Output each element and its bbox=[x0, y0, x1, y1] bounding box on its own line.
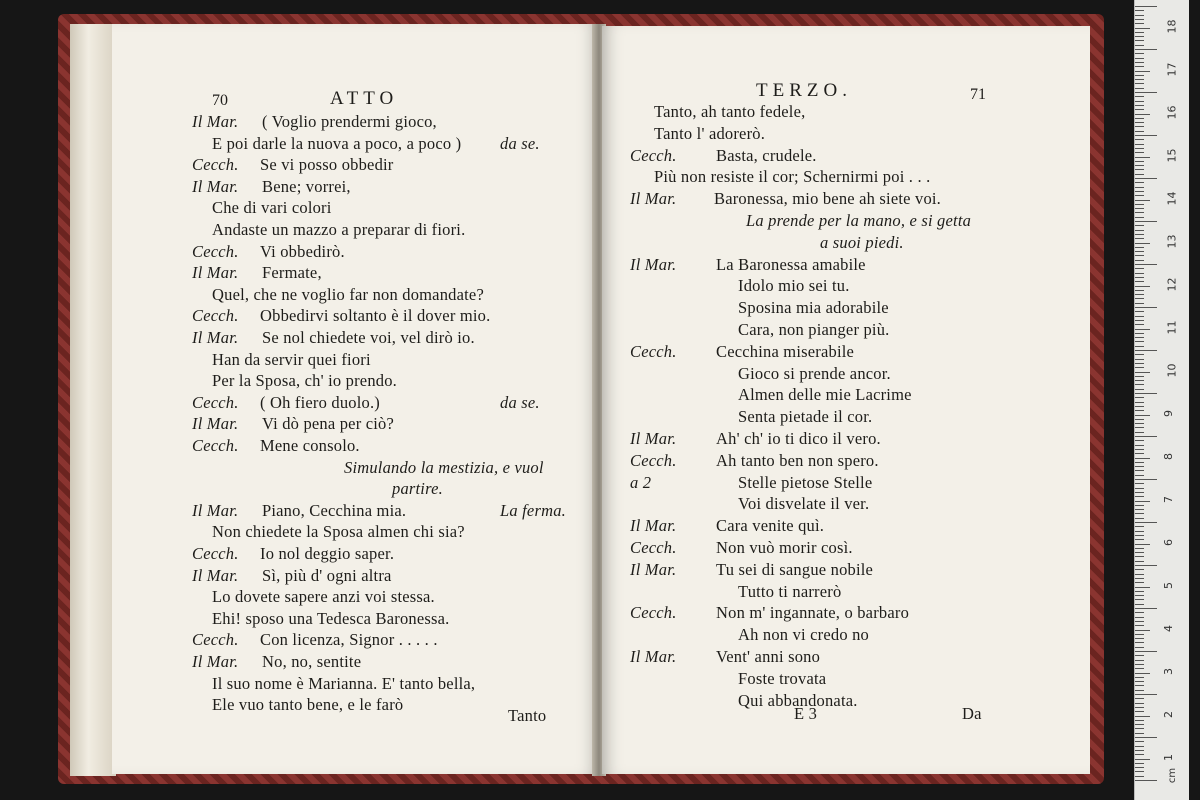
ruler-tick bbox=[1135, 152, 1144, 153]
right-page-number: 71 bbox=[970, 86, 986, 103]
speaker-label: Il Mar. bbox=[192, 652, 239, 671]
ruler-tick bbox=[1135, 462, 1144, 463]
verse-line: E poi darle la nuova a poco, a poco ) bbox=[212, 133, 462, 153]
ruler-tick bbox=[1135, 397, 1144, 398]
ruler-tick bbox=[1135, 376, 1144, 377]
ruler-tick bbox=[1135, 139, 1144, 140]
verse-line: Tanto l' adorerò. bbox=[654, 123, 766, 143]
ruler-tick bbox=[1135, 685, 1144, 686]
left-running-head: ATTO bbox=[330, 88, 399, 109]
measuring-ruler bbox=[1134, 0, 1189, 800]
ruler-tick bbox=[1135, 307, 1157, 308]
verse-line: Se vi posso obbedir bbox=[260, 155, 394, 175]
ruler-tick bbox=[1135, 513, 1144, 514]
ruler-tick bbox=[1135, 427, 1144, 428]
ruler-tick bbox=[1135, 96, 1144, 97]
verse-line: Bene; vorrei, bbox=[262, 176, 351, 196]
ruler-tick bbox=[1135, 440, 1144, 441]
ruler-tick bbox=[1135, 673, 1150, 674]
ruler-tick bbox=[1135, 324, 1144, 325]
ruler-tick bbox=[1135, 488, 1144, 489]
ruler-tick bbox=[1135, 182, 1144, 183]
ruler-tick bbox=[1135, 664, 1144, 665]
speaker-label: Il Mar. bbox=[192, 414, 239, 434]
verse-line: Foste trovata bbox=[738, 668, 827, 688]
ruler-tick bbox=[1135, 195, 1144, 196]
verse-line: Almen delle mie Lacrime bbox=[738, 385, 912, 405]
ruler-tick bbox=[1135, 711, 1144, 712]
verse-line: Tanto, ah tanto fedele, bbox=[654, 102, 806, 121]
ruler-tick bbox=[1135, 19, 1144, 20]
ruler-tick bbox=[1135, 698, 1144, 699]
ruler-tick bbox=[1135, 548, 1144, 549]
ruler-number: 15 bbox=[1165, 148, 1179, 162]
verse-line: Gioco si prende ancor. bbox=[738, 363, 891, 383]
verse-line: Vent' anni sono bbox=[716, 647, 821, 666]
verse-line: Obbedirvi soltanto è il dover mio. bbox=[260, 306, 491, 326]
ruler-tick bbox=[1135, 668, 1144, 669]
verse-line: Più non resiste il cor; Schernirmi poi . . . bbox=[654, 167, 931, 187]
ruler-tick bbox=[1135, 333, 1144, 334]
ruler-tick bbox=[1135, 290, 1144, 291]
speaker-label: Cecch. bbox=[192, 392, 239, 412]
ruler-tick bbox=[1135, 608, 1157, 609]
ruler-tick bbox=[1135, 165, 1144, 166]
verse-line: Lo dovete sapere anzi voi stessa. bbox=[212, 587, 435, 607]
ruler-tick bbox=[1135, 380, 1144, 381]
verse-line: Che di vari colori bbox=[212, 198, 332, 218]
ruler-tick bbox=[1135, 716, 1150, 717]
ruler-tick bbox=[1135, 617, 1144, 618]
ruler-tick bbox=[1135, 599, 1144, 600]
ruler-tick bbox=[1135, 277, 1144, 278]
ruler-tick bbox=[1135, 763, 1144, 764]
ruler-tick bbox=[1135, 225, 1144, 226]
ruler-tick bbox=[1135, 126, 1144, 127]
ruler-tick bbox=[1135, 561, 1144, 562]
ruler-tick bbox=[1135, 243, 1150, 244]
ruler-tick bbox=[1135, 415, 1150, 416]
verse-line: ( Voglio prendermi gioco, bbox=[262, 112, 437, 131]
ruler-tick bbox=[1135, 587, 1150, 588]
right-signature: E 3 bbox=[794, 704, 818, 723]
verse-line: Se nol chiedete voi, vel dirò io. bbox=[262, 328, 475, 347]
ruler-tick bbox=[1135, 372, 1150, 373]
stage-direction: da se. bbox=[500, 392, 540, 412]
ruler-tick bbox=[1135, 303, 1144, 304]
ruler-number: 12 bbox=[1165, 277, 1179, 291]
ruler-number: 13 bbox=[1165, 234, 1179, 248]
ruler-number: 4 bbox=[1162, 624, 1175, 632]
ruler-tick bbox=[1135, 346, 1144, 347]
ruler-tick bbox=[1135, 230, 1144, 231]
verse-line: Non m' ingannate, o barbaro bbox=[716, 603, 910, 623]
ruler-tick bbox=[1135, 402, 1144, 403]
speaker-label: Il Mar. bbox=[630, 429, 677, 448]
ruler-tick bbox=[1135, 690, 1144, 691]
verse-line: Con licenza, Signor . . . . . bbox=[260, 630, 438, 650]
ruler-tick bbox=[1135, 449, 1144, 450]
verse-line: Baronessa, mio bene ah siete voi. bbox=[714, 189, 941, 209]
verse-line: Mene consolo. bbox=[260, 436, 360, 455]
ruler-tick bbox=[1135, 10, 1144, 11]
ruler-tick bbox=[1135, 316, 1144, 317]
verse-line: Quel, che ne voglio far non domandate? bbox=[212, 284, 484, 304]
ruler-tick bbox=[1135, 187, 1144, 188]
verse-line: Ele vuo tanto bene, e le farò bbox=[212, 695, 404, 715]
ruler-tick bbox=[1135, 247, 1144, 248]
stage-direction: Simulando la mestizia, e vuol bbox=[344, 457, 544, 477]
ruler-tick bbox=[1135, 273, 1144, 274]
ruler-tick bbox=[1135, 389, 1144, 390]
ruler-tick bbox=[1135, 251, 1144, 252]
ruler-tick bbox=[1135, 40, 1144, 41]
speaker-label: Cecch. bbox=[630, 145, 677, 165]
ruler-tick bbox=[1135, 776, 1144, 777]
speaker-label: Il Mar. bbox=[192, 500, 239, 520]
ruler-tick bbox=[1135, 131, 1144, 132]
ruler-tick bbox=[1135, 647, 1144, 648]
ruler-number: 8 bbox=[1162, 452, 1175, 460]
ruler-tick bbox=[1135, 630, 1150, 631]
ruler-tick bbox=[1135, 169, 1144, 170]
ruler-tick bbox=[1135, 423, 1144, 424]
ruler-tick bbox=[1135, 694, 1157, 695]
verse-line: Basta, crudele. bbox=[716, 145, 817, 165]
ruler-tick bbox=[1135, 286, 1150, 287]
ruler-tick bbox=[1135, 479, 1157, 480]
ruler-tick bbox=[1135, 741, 1144, 742]
verse-line: Stelle pietose Stelle bbox=[738, 472, 873, 492]
ruler-tick bbox=[1135, 535, 1144, 536]
ruler-tick bbox=[1135, 703, 1144, 704]
ruler-tick bbox=[1135, 728, 1144, 729]
ruler-tick bbox=[1135, 217, 1144, 218]
ruler-tick bbox=[1135, 458, 1150, 459]
ruler-number: 16 bbox=[1165, 105, 1179, 119]
ruler-tick bbox=[1135, 264, 1157, 265]
right-page bbox=[602, 26, 1090, 774]
ruler-number: 5 bbox=[1162, 581, 1175, 589]
speaker-label: Cecch. bbox=[192, 436, 239, 455]
speaker-label: Il Mar. bbox=[630, 647, 677, 666]
ruler-tick bbox=[1135, 621, 1144, 622]
ruler-tick bbox=[1135, 268, 1144, 269]
ruler-tick bbox=[1135, 737, 1157, 738]
verse-line: Fermate, bbox=[262, 263, 322, 283]
stage-direction: La ferma. bbox=[500, 500, 566, 520]
speaker-label: Il Mar. bbox=[192, 263, 239, 283]
verse-line: Vi dò pena per ciò? bbox=[262, 414, 395, 434]
ruler-number: 3 bbox=[1162, 667, 1175, 675]
verse-line: Ah non vi credo no bbox=[738, 625, 869, 645]
ruler-tick bbox=[1135, 135, 1157, 136]
ruler-tick bbox=[1135, 565, 1157, 566]
right-catchword: Da bbox=[962, 704, 982, 723]
ruler-tick bbox=[1135, 23, 1144, 24]
ruler-tick bbox=[1135, 578, 1144, 579]
ruler-tick bbox=[1135, 604, 1144, 605]
ruler-tick bbox=[1135, 294, 1144, 295]
verse-line: No, no, sentite bbox=[262, 652, 362, 671]
ruler-tick bbox=[1135, 445, 1144, 446]
speaker-label: Il Mar. bbox=[630, 516, 677, 536]
ruler-tick bbox=[1135, 144, 1144, 145]
ruler-tick bbox=[1135, 707, 1144, 708]
ruler-number: 10 bbox=[1165, 363, 1179, 377]
ruler-tick bbox=[1135, 191, 1144, 192]
verse-line: Ah tanto ben non spero. bbox=[716, 450, 879, 470]
ruler-tick bbox=[1135, 531, 1144, 532]
ruler-tick bbox=[1135, 453, 1144, 454]
ruler-tick bbox=[1135, 574, 1144, 575]
speaker-label: Il Mar. bbox=[192, 176, 239, 196]
ruler-tick bbox=[1135, 780, 1157, 781]
verse-line: Per la Sposa, ch' io prendo. bbox=[212, 371, 397, 391]
ruler-tick bbox=[1135, 475, 1144, 476]
ruler-tick bbox=[1135, 148, 1144, 149]
ruler-tick bbox=[1135, 539, 1144, 540]
verse-line: Sì, più d' ogni altra bbox=[262, 565, 392, 585]
ruler-tick bbox=[1135, 359, 1144, 360]
ruler-tick bbox=[1135, 75, 1144, 76]
verse-line: Non chiedete la Sposa almen chi sia? bbox=[212, 522, 465, 542]
ruler-tick bbox=[1135, 591, 1144, 592]
speaker-label: Il Mar. bbox=[630, 254, 677, 274]
ruler-tick bbox=[1135, 341, 1144, 342]
ruler-tick bbox=[1135, 71, 1150, 72]
ruler-tick bbox=[1135, 436, 1157, 437]
verse-line: Non vuò morir così. bbox=[716, 538, 853, 557]
ruler-tick bbox=[1135, 6, 1157, 7]
ruler-tick bbox=[1135, 32, 1144, 33]
ruler-tick bbox=[1135, 157, 1150, 158]
ruler-tick bbox=[1135, 109, 1144, 110]
ruler-tick bbox=[1135, 311, 1144, 312]
ruler-tick bbox=[1135, 552, 1144, 553]
verse-line: ( Oh fiero duolo.) bbox=[260, 392, 380, 412]
ruler-tick bbox=[1135, 754, 1144, 755]
speaker-label: Cecch. bbox=[192, 306, 239, 326]
ruler-tick bbox=[1135, 36, 1144, 37]
ruler-tick bbox=[1135, 83, 1144, 84]
stage-direction: partire. bbox=[392, 479, 443, 499]
ruler-tick bbox=[1135, 15, 1144, 16]
ruler-tick bbox=[1135, 161, 1144, 162]
ruler-tick bbox=[1135, 660, 1144, 661]
left-page-number: 70 bbox=[212, 92, 228, 109]
ruler-tick bbox=[1135, 260, 1144, 261]
ruler-tick bbox=[1135, 655, 1144, 656]
verse-line: Idolo mio sei tu. bbox=[738, 276, 850, 296]
ruler-tick bbox=[1135, 384, 1144, 385]
speaker-label: Cecch. bbox=[630, 341, 677, 361]
ruler-tick bbox=[1135, 363, 1144, 364]
verse-line: Tu sei di sangue nobile bbox=[716, 559, 874, 579]
ruler-tick bbox=[1135, 419, 1144, 420]
ruler-tick bbox=[1135, 759, 1150, 760]
ruler-tick bbox=[1135, 432, 1144, 433]
speaker-label: Cecch. bbox=[630, 538, 677, 557]
speaker-label: Il Mar. bbox=[630, 559, 677, 579]
ruler-tick bbox=[1135, 53, 1144, 54]
ruler-tick bbox=[1135, 509, 1144, 510]
ruler-tick bbox=[1135, 720, 1144, 721]
ruler-tick bbox=[1135, 337, 1144, 338]
ruler-tick bbox=[1135, 582, 1144, 583]
speaker-label: Cecch. bbox=[630, 450, 677, 470]
ruler-number: 1 bbox=[1162, 753, 1175, 761]
speaker-label: Il Mar. bbox=[192, 565, 239, 585]
ruler-number: 2 bbox=[1162, 710, 1175, 718]
speaker-label: Il Mar. bbox=[630, 189, 677, 209]
ruler-tick bbox=[1135, 204, 1144, 205]
ruler-tick bbox=[1135, 393, 1157, 394]
ruler-tick bbox=[1135, 634, 1144, 635]
ruler-tick bbox=[1135, 677, 1144, 678]
ruler-number: 9 bbox=[1162, 409, 1175, 417]
ruler-tick bbox=[1135, 483, 1144, 484]
left-page bbox=[112, 24, 598, 774]
ruler-tick bbox=[1135, 58, 1144, 59]
ruler-tick bbox=[1135, 625, 1144, 626]
verse-line: Ah' ch' io ti dico il vero. bbox=[716, 429, 881, 448]
speaker-label: Cecch. bbox=[192, 155, 239, 175]
ruler-tick bbox=[1135, 238, 1144, 239]
ruler-tick bbox=[1135, 651, 1157, 652]
ruler-tick bbox=[1135, 505, 1144, 506]
ruler-tick bbox=[1135, 771, 1144, 772]
ruler-tick bbox=[1135, 569, 1144, 570]
ruler-tick bbox=[1135, 105, 1144, 106]
ruler-tick bbox=[1135, 45, 1144, 46]
right-running-head: TERZO. bbox=[756, 80, 852, 101]
ruler-tick bbox=[1135, 88, 1144, 89]
ruler-tick bbox=[1135, 501, 1150, 502]
ruler-tick bbox=[1135, 681, 1144, 682]
ruler-tick bbox=[1135, 281, 1144, 282]
ruler-tick bbox=[1135, 612, 1144, 613]
stage-direction: La prende per la mano, e si getta bbox=[746, 211, 972, 230]
ruler-tick bbox=[1135, 522, 1157, 523]
ruler-tick bbox=[1135, 329, 1150, 330]
speaker-label: Cecch. bbox=[192, 241, 239, 261]
ruler-tick bbox=[1135, 66, 1144, 67]
verse-line: Vi obbedirò. bbox=[260, 241, 345, 261]
verse-line: Andaste un mazzo a preparar di fiori. bbox=[212, 220, 466, 239]
ruler-tick bbox=[1135, 49, 1157, 50]
ruler-unit-label: cm bbox=[1167, 767, 1179, 784]
left-catchword: Tanto bbox=[508, 706, 547, 725]
ruler-tick bbox=[1135, 642, 1144, 643]
ruler-tick bbox=[1135, 638, 1144, 639]
ruler-tick bbox=[1135, 178, 1157, 179]
ruler-tick bbox=[1135, 526, 1144, 527]
ruler-tick bbox=[1135, 724, 1144, 725]
verse-line: Cara venite quì. bbox=[716, 516, 825, 536]
ruler-tick bbox=[1135, 62, 1144, 63]
verse-line: Han da servir quei fiori bbox=[212, 349, 371, 369]
ruler-number: 6 bbox=[1162, 538, 1175, 546]
ruler-tick bbox=[1135, 767, 1144, 768]
ruler-tick bbox=[1135, 492, 1144, 493]
speaker-label: Cecch. bbox=[192, 630, 239, 650]
verse-line: Il suo nome è Marianna. E' tanto bella, bbox=[212, 673, 476, 693]
ruler-tick bbox=[1135, 750, 1144, 751]
verse-line: Qui abbandonata. bbox=[738, 690, 858, 710]
ruler-tick bbox=[1135, 470, 1144, 471]
ruler-tick bbox=[1135, 92, 1157, 93]
ruler-tick bbox=[1135, 200, 1150, 201]
page-edges bbox=[70, 24, 116, 776]
stage-direction: a suoi piedi. bbox=[820, 232, 904, 252]
ruler-tick bbox=[1135, 410, 1144, 411]
ruler-number: 14 bbox=[1165, 191, 1179, 205]
ruler-tick bbox=[1135, 234, 1144, 235]
ruler-tick bbox=[1135, 101, 1144, 102]
ruler-tick bbox=[1135, 221, 1157, 222]
ruler-tick bbox=[1135, 79, 1144, 80]
speaker-label: Cecch. bbox=[192, 544, 239, 563]
ruler-number: 18 bbox=[1165, 19, 1179, 33]
speaker-label: a 2 bbox=[630, 472, 652, 492]
ruler-number: 17 bbox=[1165, 62, 1179, 76]
ruler-tick bbox=[1135, 406, 1144, 407]
ruler-tick bbox=[1135, 367, 1144, 368]
ruler-tick bbox=[1135, 118, 1144, 119]
ruler-tick bbox=[1135, 354, 1144, 355]
verse-line: Tutto ti narrerò bbox=[738, 581, 842, 601]
verse-line: Cara, non pianger più. bbox=[738, 320, 890, 339]
ruler-tick bbox=[1135, 122, 1144, 123]
ruler-tick bbox=[1135, 350, 1157, 351]
ruler-tick bbox=[1135, 733, 1144, 734]
ruler-number: 7 bbox=[1162, 495, 1175, 503]
verse-line: Senta pietade il cor. bbox=[738, 407, 873, 427]
speaker-label: Cecch. bbox=[630, 603, 677, 623]
verse-line: Voi disvelate il ver. bbox=[738, 494, 870, 514]
ruler-tick bbox=[1135, 320, 1144, 321]
speaker-label: Il Mar. bbox=[192, 112, 239, 131]
ruler-tick bbox=[1135, 746, 1144, 747]
ruler-tick bbox=[1135, 114, 1150, 115]
verse-line: Sposina mia adorabile bbox=[738, 298, 889, 318]
ruler-tick bbox=[1135, 496, 1144, 497]
ruler-tick bbox=[1135, 28, 1150, 29]
ruler-tick bbox=[1135, 466, 1144, 467]
ruler-tick bbox=[1135, 298, 1144, 299]
verse-line: Io nol deggio saper. bbox=[260, 544, 395, 563]
stage-direction: da se. bbox=[500, 133, 540, 153]
verse-line: La Baronessa amabile bbox=[716, 254, 866, 274]
ruler-tick bbox=[1135, 174, 1144, 175]
ruler-tick bbox=[1135, 556, 1144, 557]
ruler-tick bbox=[1135, 544, 1150, 545]
ruler-tick bbox=[1135, 208, 1144, 209]
speaker-label: Il Mar. bbox=[192, 328, 239, 347]
ruler-tick bbox=[1135, 212, 1144, 213]
ruler-number: 11 bbox=[1165, 320, 1179, 334]
verse-line: Ehi! sposo una Tedesca Baronessa. bbox=[212, 608, 450, 628]
verse-line: Cecchina miserabile bbox=[716, 341, 855, 361]
verse-line: Piano, Cecchina mia. bbox=[262, 500, 407, 520]
ruler-tick bbox=[1135, 518, 1144, 519]
ruler-tick bbox=[1135, 255, 1144, 256]
ruler-tick bbox=[1135, 595, 1144, 596]
